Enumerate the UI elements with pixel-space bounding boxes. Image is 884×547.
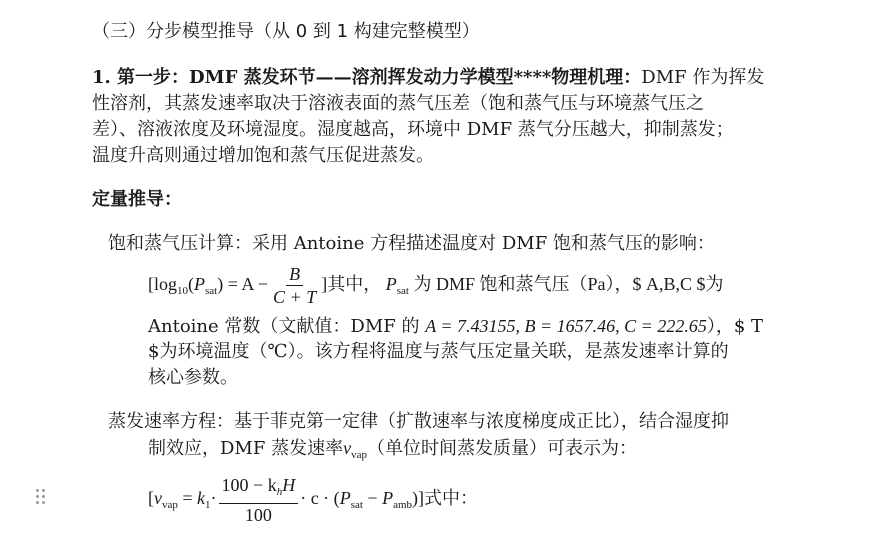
evap-eq-rest-a: · c · (	[300, 488, 340, 508]
antoine-eq-P: P	[194, 274, 205, 294]
evap-fraction	[219, 474, 299, 526]
antoine-text-tail: 为 DMF 饱和蒸气压（Pa），$ A,B,C $为	[408, 274, 724, 294]
antoine-frac-den: C + T	[273, 287, 317, 308]
evap-eq-v: v	[154, 488, 162, 508]
evap-eq-sat: sat	[350, 499, 363, 511]
evap-eq-equals: =	[182, 488, 193, 508]
evap-vap: vap	[351, 449, 367, 461]
antoine-fraction	[270, 263, 319, 308]
antoine-P2: P	[385, 274, 397, 294]
evaporation-line2	[148, 436, 637, 467]
step1-line3: 差）、溶液浓度及环境湿度。湿度越高，环境中 DMF 蒸气分压越大，抑制蒸发；	[92, 119, 734, 140]
evap-frac-num-sub: h	[276, 485, 283, 498]
antoine-eq-sat: sat	[205, 285, 218, 297]
quant-heading: 定量推导：	[92, 189, 182, 210]
evap-eq-open: [	[148, 488, 154, 508]
evap-eq-k: k	[197, 488, 206, 508]
saturation-intro: 饱和蒸气压计算：采用 Antoine 方程描述温度对 DMF 饱和蒸气压的影响：	[108, 233, 715, 254]
antoine-const-label: Antoine 常数（文献值：DMF 的	[148, 316, 420, 337]
antoine-eq-paren: (	[188, 274, 194, 294]
evap-eq-close: )	[412, 488, 419, 508]
step1-title: 1. 第一步：DMF 蒸发环节——溶剂挥发动力学模型****物理机理：	[92, 67, 642, 88]
step1-line1	[92, 66, 764, 90]
saturation-line4: $为环境温度（℃）。该方程将温度与蒸气压定量关联，是蒸发速率计算的	[148, 341, 729, 362]
evap-eq-dot: ·	[210, 488, 217, 508]
antoine-eq-base: 10	[177, 285, 188, 297]
evap-frac-num-H: H	[282, 474, 296, 495]
antoine-equation-line	[148, 262, 723, 313]
antoine-text-after: 其中，	[327, 274, 382, 294]
drag-handle-icon[interactable]	[36, 489, 46, 505]
evap-eq-P2: P	[382, 488, 394, 508]
evap-eq-minus: −	[362, 488, 383, 508]
evap-frac-num	[219, 474, 299, 504]
evap-line2-b: （单位时间蒸发质量）可表示为：	[366, 438, 637, 459]
antoine-frac-num: B	[286, 263, 303, 286]
step1-line4: 温度升高则通过增加饱和蒸气压促进蒸发。	[92, 145, 434, 166]
evap-eq-tail: ]式中：	[418, 488, 479, 508]
evap-eq-vap: vap	[162, 499, 178, 511]
evaporation-line1: 蒸发速率方程：基于菲克第一定律（扩散速率与浓度梯度成正比），结合湿度抑	[108, 411, 729, 432]
evaporation-equation-line	[148, 472, 478, 531]
antoine-constants: A = 7.43155, B = 1657.46, C = 222.65	[425, 316, 707, 336]
evap-frac-num-text: 100 − k	[221, 474, 277, 495]
antoine-eq-open: [log	[148, 274, 177, 294]
evap-eq-P: P	[339, 488, 351, 508]
saturation-line5: 核心参数。	[148, 367, 238, 388]
evap-eq-amb: amb	[393, 499, 413, 511]
antoine-const-tail: ），$ T	[706, 316, 764, 337]
step1-line1-rest: DMF 作为挥发	[641, 67, 765, 88]
evap-v: v	[343, 438, 352, 458]
step1-line2: 性溶剂，其蒸发速率取决于溶液表面的蒸气压差（饱和蒸气压与环境蒸气压之	[92, 93, 704, 114]
antoine-sat2: sat	[396, 285, 409, 297]
evap-frac-den: 100	[244, 504, 272, 525]
antoine-eq-close: ]	[321, 274, 328, 294]
section-heading: （三）分步模型推导（从 0 到 1 构建完整模型）	[92, 21, 480, 42]
evap-eq-k-sub: 1	[205, 499, 211, 511]
saturation-line3	[148, 314, 763, 339]
evap-line2-a: 制效应，DMF 蒸发速率	[148, 438, 344, 459]
antoine-eq-equals: ) = A −	[217, 274, 269, 294]
